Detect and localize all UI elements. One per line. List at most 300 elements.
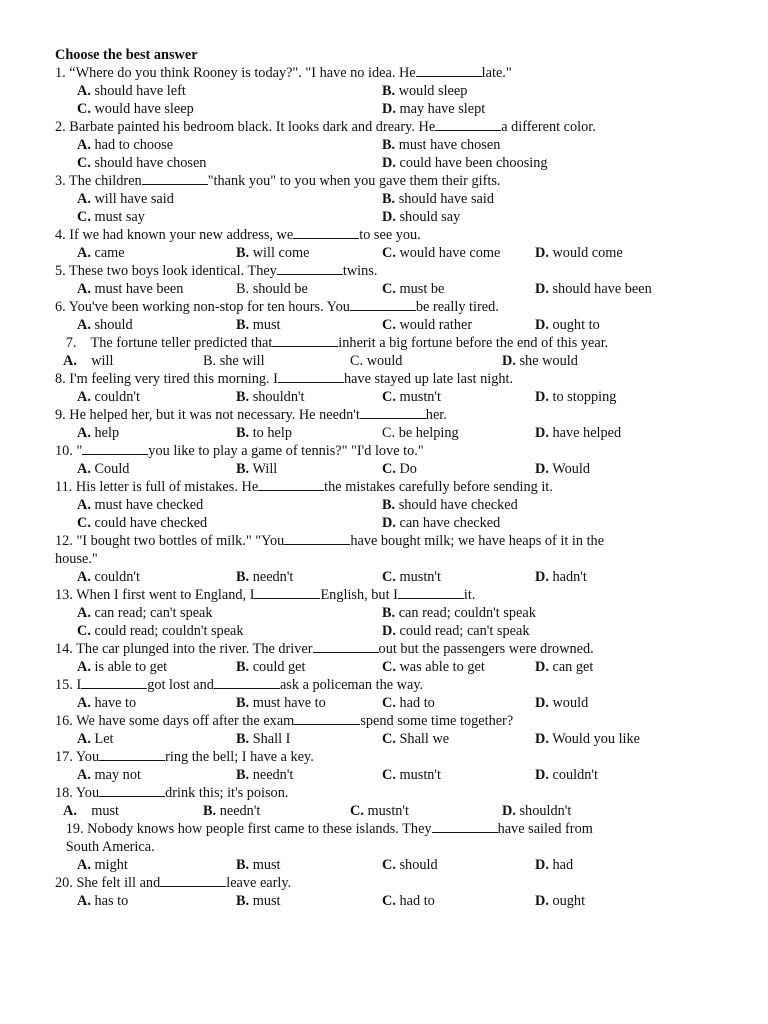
option-b[interactable] bbox=[382, 604, 536, 622]
option-text: couldn't bbox=[548, 767, 598, 783]
option-letter: B. bbox=[236, 281, 250, 297]
option-a[interactable] bbox=[77, 460, 129, 478]
options-row bbox=[55, 244, 695, 262]
option-b[interactable] bbox=[236, 388, 305, 406]
option-text: she would bbox=[515, 353, 578, 369]
option-letter: A. bbox=[77, 605, 91, 621]
option-letter: D. bbox=[382, 209, 396, 225]
option-letter: D. bbox=[382, 623, 396, 639]
question-text: 17. You bbox=[55, 749, 100, 765]
answer-blank[interactable] bbox=[99, 784, 165, 797]
question-text: 6. You've been working non-stop for ten hours. You bbox=[55, 299, 350, 315]
question bbox=[55, 64, 695, 118]
answer-blank[interactable] bbox=[82, 442, 148, 455]
question-text: twins. bbox=[342, 263, 378, 279]
option-d[interactable] bbox=[535, 892, 585, 910]
option-text: could read; can't speak bbox=[395, 623, 530, 639]
option-b[interactable] bbox=[203, 802, 260, 820]
answer-blank[interactable] bbox=[284, 532, 350, 545]
answer-blank[interactable] bbox=[142, 172, 208, 185]
option-letter: C. bbox=[382, 281, 396, 297]
question-line bbox=[55, 64, 695, 82]
option-letter: D. bbox=[535, 245, 549, 261]
option-letter: A. bbox=[63, 803, 77, 819]
options-row bbox=[55, 730, 695, 748]
option-text: mustn't bbox=[395, 569, 441, 585]
option-letter: B. bbox=[382, 191, 396, 207]
option-a[interactable] bbox=[77, 856, 128, 874]
option-a[interactable] bbox=[77, 658, 167, 676]
option-d[interactable] bbox=[535, 658, 593, 676]
option-text: have helped bbox=[548, 425, 622, 441]
option-text: will have said bbox=[90, 191, 174, 207]
option-letter: A. bbox=[77, 767, 91, 783]
question bbox=[55, 442, 695, 478]
option-text: mustn't bbox=[363, 803, 409, 819]
question-line bbox=[55, 586, 695, 604]
option-letter: C. bbox=[382, 569, 396, 585]
answer-blank[interactable] bbox=[432, 820, 498, 833]
answer-blank[interactable] bbox=[258, 478, 324, 491]
answer-blank[interactable] bbox=[277, 262, 343, 275]
question bbox=[55, 262, 695, 298]
option-text: came bbox=[90, 245, 125, 261]
option-c[interactable] bbox=[77, 622, 244, 640]
options-row bbox=[55, 388, 695, 406]
option-a[interactable] bbox=[77, 496, 203, 514]
option-text: can get bbox=[548, 659, 594, 675]
question-text: out but the passengers were drowned. bbox=[378, 641, 594, 657]
option-letter: B. bbox=[236, 389, 250, 405]
option-text: would sleep bbox=[395, 83, 468, 99]
question-line bbox=[55, 820, 695, 838]
option-letter: D. bbox=[535, 767, 549, 783]
option-text: has to bbox=[90, 893, 129, 909]
question bbox=[55, 334, 695, 370]
option-text: be helping bbox=[395, 425, 459, 441]
question-text: the mistakes carefully before sending it. bbox=[324, 479, 553, 495]
option-text: have to bbox=[90, 695, 137, 711]
question-text: a different color. bbox=[501, 119, 596, 135]
option-text: could get bbox=[249, 659, 306, 675]
option-text: is able to get bbox=[90, 659, 168, 675]
options-row bbox=[55, 154, 695, 172]
option-letter: C. bbox=[350, 353, 364, 369]
option-b[interactable] bbox=[236, 892, 281, 910]
option-letter: A. bbox=[77, 389, 91, 405]
option-d[interactable] bbox=[535, 694, 588, 712]
option-b[interactable] bbox=[382, 496, 518, 514]
option-letter: B. bbox=[382, 137, 396, 153]
option-letter: B. bbox=[203, 803, 217, 819]
question-text: 3. The children bbox=[55, 173, 142, 189]
option-letter: A. bbox=[77, 425, 91, 441]
option-d[interactable] bbox=[382, 514, 500, 532]
option-c[interactable] bbox=[77, 514, 207, 532]
option-d[interactable] bbox=[382, 208, 460, 226]
question bbox=[55, 874, 695, 910]
answer-blank[interactable] bbox=[350, 298, 416, 311]
option-text: can have checked bbox=[395, 515, 501, 531]
option-letter: C. bbox=[382, 731, 396, 747]
question bbox=[55, 370, 695, 406]
options-row bbox=[55, 496, 695, 514]
option-a[interactable] bbox=[77, 280, 183, 298]
option-letter: C. bbox=[382, 695, 396, 711]
option-a[interactable] bbox=[77, 316, 133, 334]
option-text: may have slept bbox=[395, 101, 486, 117]
option-text: must have been bbox=[90, 281, 184, 297]
options-row bbox=[55, 352, 695, 370]
option-text: Will bbox=[249, 461, 278, 477]
answer-blank[interactable] bbox=[293, 226, 359, 239]
question-text: drink this; it's poison. bbox=[165, 785, 289, 801]
option-a[interactable] bbox=[77, 190, 174, 208]
option-letter: D. bbox=[382, 515, 396, 531]
answer-blank[interactable] bbox=[294, 712, 360, 725]
option-letter: D. bbox=[502, 353, 516, 369]
option-a[interactable] bbox=[63, 802, 119, 820]
answer-blank[interactable] bbox=[360, 406, 426, 419]
question-text: ring the bell; I have a key. bbox=[165, 749, 314, 765]
option-a[interactable] bbox=[77, 730, 114, 748]
option-a[interactable] bbox=[63, 352, 113, 370]
option-b[interactable] bbox=[236, 856, 281, 874]
option-text: ought bbox=[548, 893, 586, 909]
option-text: would come bbox=[548, 245, 623, 261]
answer-blank[interactable] bbox=[254, 586, 320, 599]
option-text: should have said bbox=[395, 191, 494, 207]
question bbox=[55, 676, 695, 712]
question bbox=[55, 586, 695, 640]
answer-blank[interactable] bbox=[81, 676, 147, 689]
option-b[interactable] bbox=[382, 136, 500, 154]
question-line bbox=[55, 172, 695, 190]
option-letter: C. bbox=[382, 767, 396, 783]
option-c[interactable] bbox=[77, 154, 206, 172]
option-a[interactable] bbox=[77, 766, 141, 784]
option-d[interactable] bbox=[382, 154, 548, 172]
options-row bbox=[55, 568, 695, 586]
option-c[interactable] bbox=[77, 208, 145, 226]
option-letter: B. bbox=[236, 731, 250, 747]
option-d[interactable] bbox=[535, 460, 590, 478]
option-b[interactable] bbox=[382, 82, 467, 100]
option-text: must bbox=[76, 803, 120, 819]
option-b[interactable] bbox=[236, 316, 281, 334]
option-text: to help bbox=[249, 425, 293, 441]
question-text: 13. When I first went to England, I bbox=[55, 587, 255, 603]
question bbox=[55, 640, 695, 676]
option-c[interactable] bbox=[382, 244, 500, 262]
option-d[interactable] bbox=[502, 802, 571, 820]
question-text: have stayed up late last night. bbox=[343, 371, 514, 387]
option-letter: A. bbox=[77, 893, 91, 909]
question-text: got lost and bbox=[147, 677, 214, 693]
question-text: 19. Nobody knows how people first came to these islands. They bbox=[55, 821, 432, 837]
option-letter: C. bbox=[77, 515, 91, 531]
option-text: had to bbox=[395, 695, 435, 711]
option-c[interactable] bbox=[350, 802, 409, 820]
answer-blank[interactable] bbox=[99, 748, 165, 761]
option-c[interactable] bbox=[382, 730, 449, 748]
options-row bbox=[55, 190, 695, 208]
question-text: 8. I'm feeling very tired this morning. I bbox=[55, 371, 278, 387]
question-text: late." bbox=[481, 65, 512, 81]
option-letter: B. bbox=[236, 569, 250, 585]
option-letter: D. bbox=[535, 731, 549, 747]
option-a[interactable] bbox=[77, 604, 213, 622]
question-line bbox=[55, 874, 695, 892]
option-letter: B. bbox=[236, 857, 250, 873]
option-c[interactable] bbox=[382, 892, 435, 910]
question-line bbox=[55, 532, 695, 550]
option-d[interactable] bbox=[535, 856, 573, 874]
option-c[interactable] bbox=[77, 100, 194, 118]
option-text: should have been bbox=[548, 281, 652, 297]
option-letter: B. bbox=[236, 767, 250, 783]
option-letter: C. bbox=[382, 461, 396, 477]
option-a[interactable] bbox=[77, 892, 128, 910]
question-text: 18. You bbox=[55, 785, 100, 801]
options-row bbox=[55, 100, 695, 118]
option-d[interactable] bbox=[382, 622, 529, 640]
options-row bbox=[55, 604, 695, 622]
option-d[interactable] bbox=[535, 244, 623, 262]
option-d[interactable] bbox=[535, 280, 652, 298]
answer-blank[interactable] bbox=[272, 334, 338, 347]
option-text: should bbox=[90, 317, 133, 333]
option-c[interactable] bbox=[382, 856, 438, 874]
option-text: may not bbox=[90, 767, 141, 783]
options-row bbox=[55, 694, 695, 712]
option-b[interactable] bbox=[236, 730, 290, 748]
question-text: 10. " bbox=[55, 443, 83, 459]
option-a[interactable] bbox=[77, 136, 173, 154]
question-line bbox=[55, 676, 695, 694]
question bbox=[55, 478, 695, 532]
question-line bbox=[55, 262, 695, 280]
option-letter: C. bbox=[382, 893, 396, 909]
option-text: could read; couldn't speak bbox=[90, 623, 244, 639]
option-a[interactable] bbox=[77, 244, 125, 262]
option-letter: D. bbox=[535, 569, 549, 585]
options-row bbox=[55, 460, 695, 478]
option-letter: B. bbox=[236, 893, 250, 909]
question-text: house." bbox=[55, 551, 98, 567]
option-b[interactable] bbox=[236, 658, 306, 676]
question-text: you like to play a game of tennis?" "I'd love to." bbox=[148, 443, 424, 459]
option-letter: A. bbox=[77, 137, 91, 153]
option-text: ought to bbox=[548, 317, 600, 333]
option-b[interactable] bbox=[236, 568, 293, 586]
options-row bbox=[55, 514, 695, 532]
option-letter: B. bbox=[236, 659, 250, 675]
options-row bbox=[55, 766, 695, 784]
option-b[interactable] bbox=[236, 460, 277, 478]
option-text: help bbox=[90, 425, 120, 441]
question-text: her. bbox=[425, 407, 447, 423]
question bbox=[55, 532, 695, 586]
option-d[interactable] bbox=[382, 100, 485, 118]
question-line bbox=[55, 334, 695, 352]
option-letter: D. bbox=[535, 389, 549, 405]
option-text: Do bbox=[395, 461, 417, 477]
option-d[interactable] bbox=[535, 388, 616, 406]
option-text: could have checked bbox=[90, 515, 208, 531]
option-text: could have been choosing bbox=[395, 155, 548, 171]
question-line bbox=[55, 406, 695, 424]
option-a[interactable] bbox=[77, 424, 119, 442]
question-line bbox=[55, 838, 695, 856]
answer-blank[interactable] bbox=[398, 586, 464, 599]
option-letter: A. bbox=[77, 497, 91, 513]
question-line bbox=[55, 784, 695, 802]
option-d[interactable] bbox=[535, 316, 600, 334]
option-text: might bbox=[90, 857, 128, 873]
question bbox=[55, 298, 695, 334]
question-text: 11. His letter is full of mistakes. He bbox=[55, 479, 259, 495]
answer-blank[interactable] bbox=[416, 64, 482, 77]
option-b[interactable] bbox=[203, 352, 265, 370]
question-text: it. bbox=[463, 587, 476, 603]
answer-blank[interactable] bbox=[160, 874, 226, 887]
option-d[interactable] bbox=[502, 352, 578, 370]
option-text: would bbox=[548, 695, 589, 711]
option-letter: A. bbox=[77, 83, 91, 99]
option-a[interactable] bbox=[77, 388, 140, 406]
option-b[interactable] bbox=[236, 244, 309, 262]
option-a[interactable] bbox=[77, 694, 136, 712]
answer-blank[interactable] bbox=[278, 370, 344, 383]
option-text: Let bbox=[90, 731, 114, 747]
option-a[interactable] bbox=[77, 82, 186, 100]
option-text: should say bbox=[395, 209, 461, 225]
question bbox=[55, 406, 695, 442]
option-text: must bbox=[249, 893, 281, 909]
option-text: can read; couldn't speak bbox=[395, 605, 536, 621]
option-d[interactable] bbox=[535, 766, 598, 784]
question-text: 7. The fortune teller predicted that bbox=[55, 335, 273, 351]
option-letter: D. bbox=[382, 155, 396, 171]
options-row bbox=[55, 424, 695, 442]
option-b[interactable] bbox=[236, 766, 293, 784]
question-text: South America. bbox=[55, 839, 155, 855]
options-row bbox=[55, 316, 695, 334]
option-letter: B. bbox=[236, 425, 250, 441]
option-c[interactable] bbox=[382, 388, 441, 406]
option-text: had to bbox=[395, 893, 435, 909]
option-text: couldn't bbox=[90, 389, 140, 405]
worksheet-title: Choose the best answer bbox=[55, 47, 198, 63]
option-text: must have to bbox=[249, 695, 326, 711]
question-text: have sailed from bbox=[497, 821, 593, 837]
option-letter: D. bbox=[535, 659, 549, 675]
question-text: 16. We have some days off after the exam bbox=[55, 713, 295, 729]
question-text: 4. If we had known your new address, we bbox=[55, 227, 294, 243]
option-b[interactable] bbox=[236, 424, 292, 442]
question-text: 15. I bbox=[55, 677, 82, 693]
options-row bbox=[55, 802, 695, 820]
question-text: 5. These two boys look identical. They bbox=[55, 263, 277, 279]
option-d[interactable] bbox=[535, 424, 621, 442]
option-b[interactable] bbox=[236, 280, 308, 298]
option-letter: B. bbox=[203, 353, 217, 369]
option-text: would bbox=[363, 353, 403, 369]
option-a[interactable] bbox=[77, 568, 140, 586]
option-letter: C. bbox=[382, 659, 396, 675]
question bbox=[55, 712, 695, 748]
option-text: shouldn't bbox=[515, 803, 572, 819]
option-c[interactable] bbox=[350, 352, 402, 370]
option-letter: B. bbox=[382, 497, 396, 513]
option-text: was able to get bbox=[395, 659, 485, 675]
answer-blank[interactable] bbox=[214, 676, 280, 689]
option-c[interactable] bbox=[382, 460, 417, 478]
option-letter: A. bbox=[77, 569, 91, 585]
options-row bbox=[55, 658, 695, 676]
option-letter: C. bbox=[77, 155, 91, 171]
option-letter: A. bbox=[77, 317, 91, 333]
option-text: had bbox=[548, 857, 574, 873]
option-text: to stopping bbox=[548, 389, 617, 405]
option-letter: C. bbox=[382, 317, 396, 333]
answer-blank[interactable] bbox=[313, 640, 379, 653]
option-letter: A. bbox=[77, 695, 91, 711]
option-c[interactable] bbox=[382, 658, 485, 676]
question-text: inherit a big fortune before the end of this year. bbox=[338, 335, 609, 351]
option-letter: D. bbox=[535, 857, 549, 873]
option-letter: C. bbox=[77, 209, 91, 225]
option-c[interactable] bbox=[382, 280, 444, 298]
question-text: 12. "I bought two bottles of milk." "You bbox=[55, 533, 285, 549]
question-text: spend some time together? bbox=[360, 713, 514, 729]
question-line bbox=[55, 640, 695, 658]
question-line bbox=[55, 442, 695, 460]
option-b[interactable] bbox=[382, 190, 494, 208]
question-text: "thank you" to you when you gave them their gifts. bbox=[207, 173, 501, 189]
question bbox=[55, 172, 695, 226]
question-line bbox=[55, 226, 695, 244]
question-text: 14. The car plunged into the river. The driver bbox=[55, 641, 313, 657]
option-letter: D. bbox=[535, 695, 549, 711]
question-line bbox=[55, 550, 695, 568]
option-text: will bbox=[76, 353, 114, 369]
options-row bbox=[55, 622, 695, 640]
option-d[interactable] bbox=[535, 730, 640, 748]
option-letter: D. bbox=[535, 893, 549, 909]
option-c[interactable] bbox=[382, 424, 459, 442]
option-letter: D. bbox=[382, 101, 396, 117]
option-text: can read; can't speak bbox=[90, 605, 213, 621]
option-b[interactable] bbox=[236, 694, 326, 712]
option-c[interactable] bbox=[382, 766, 441, 784]
option-c[interactable] bbox=[382, 568, 441, 586]
option-c[interactable] bbox=[382, 316, 472, 334]
option-d[interactable] bbox=[535, 568, 587, 586]
option-letter: C. bbox=[350, 803, 364, 819]
option-text: should have left bbox=[90, 83, 186, 99]
options-row bbox=[55, 892, 695, 910]
options-row bbox=[55, 208, 695, 226]
option-text: had to choose bbox=[90, 137, 174, 153]
question-text: leave early. bbox=[226, 875, 292, 891]
question bbox=[55, 784, 695, 820]
question-text: be really tired. bbox=[415, 299, 499, 315]
option-c[interactable] bbox=[382, 694, 435, 712]
option-text: will come bbox=[249, 245, 310, 261]
answer-blank[interactable] bbox=[435, 118, 501, 131]
